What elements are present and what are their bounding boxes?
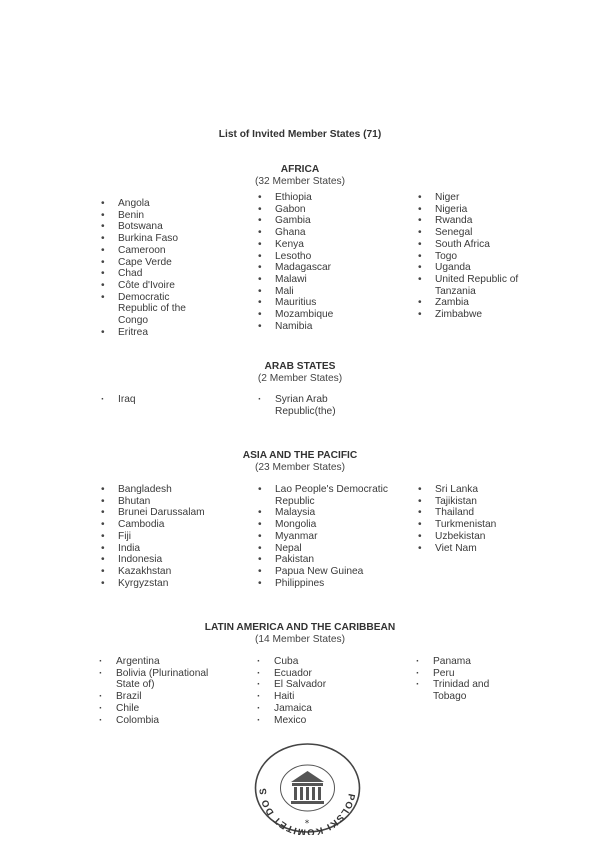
section-heading: ARAB STATES [264,361,336,372]
country-item: · Haiti [257,691,377,703]
country-item: • Togo [418,251,538,263]
country-item: • Kenya [258,239,388,251]
country-item: • Democratic Republic of the Congo [101,292,211,327]
section-heading: ASIA AND THE PACIFIC [242,450,358,461]
country-item: · Argentina [99,656,214,668]
country-list [418,192,538,321]
country-item: • Uzbekistan [418,531,538,543]
country-item: • Zimbabwe [418,309,538,321]
section-heading: LATIN AMERICA AND THE CARIBBEAN [204,622,396,633]
country-item: · Ecuador [257,668,377,680]
country-item: • Uganda [418,262,538,274]
country-item: • Cambodia [101,519,241,531]
country-list [257,656,377,726]
official-stamp [250,740,365,835]
country-item: • Kyrgyzstan [101,578,241,590]
country-list [101,484,241,589]
country-item: • Benin [101,210,211,222]
star-icon: * [304,819,310,829]
section-count: (23 Member States) [254,462,346,473]
country-list [99,656,214,726]
country-item: • Mongolia [258,519,388,531]
country-item: · Peru [416,668,496,680]
country-item: • Nepal [258,543,388,555]
section-africa [0,164,600,338]
country-item: • Sri Lanka [418,484,538,496]
country-item: • Bhutan [101,496,241,508]
country-item: • Mali [258,286,388,298]
country-item: • Mozambique [258,309,388,321]
column-1 [101,484,241,589]
country-item: • Turkmenistan [418,519,538,531]
country-item: • Indonesia [101,554,241,566]
country-item: • Ghana [258,227,388,239]
column-1 [101,394,211,406]
country-item: • India [101,543,241,555]
country-item: • Thailand [418,507,538,519]
country-item: • Papua New Guinea [258,566,388,578]
column-2 [258,484,388,589]
country-item: • United Republic of Tanzania [418,274,538,297]
country-item: • Angola [101,198,211,210]
country-list [101,394,211,406]
stamp-seal-icon [250,740,365,835]
country-item: • Lesotho [258,251,388,263]
country-item: • Fiji [101,531,241,543]
section-count: (32 Member States) [254,176,346,187]
country-item: • Lao People's Democratic Republic [258,484,388,507]
section-latin-america [0,622,600,726]
column-1 [101,198,211,338]
country-item: • Malaysia [258,507,388,519]
country-item: • Côte d'Ivoire [101,280,211,292]
column-2 [257,656,377,726]
country-item: • Pakistan [258,554,388,566]
country-item: • Niger [418,192,538,204]
column-3 [418,484,538,554]
section-asia-pacific [0,450,600,589]
country-item: • Chad [101,268,211,280]
country-item: • Zambia [418,297,538,309]
country-item: • Philippines [258,578,388,590]
country-item: · Bolivia (Plurinational State of) [99,668,214,691]
country-item: • Mauritius [258,297,388,309]
country-item: • South Africa [418,239,538,251]
section-arab-states [0,361,600,417]
country-item: · Mexico [257,715,377,727]
country-item: · Chile [99,703,214,715]
country-item: • Tajikistan [418,496,538,508]
section-count: (2 Member States) [257,373,343,384]
country-item: • Viet Nam [418,543,538,555]
country-item: • Burkina Faso [101,233,211,245]
country-item: • Nigeria [418,204,538,216]
country-item: • Madagascar [258,262,388,274]
country-item: • Cape Verde [101,257,211,269]
country-item: • Brunei Darussalam [101,507,241,519]
section-heading: AFRICA [280,164,320,175]
column-3 [416,656,496,703]
country-list [101,198,211,338]
country-list [258,484,388,589]
country-item: · El Salvador [257,679,377,691]
column-3 [418,192,538,321]
country-list [258,192,388,332]
country-list [258,394,353,417]
country-item: • Senegal [418,227,538,239]
country-item: • Botswana [101,221,211,233]
country-item: • Gabon [258,204,388,216]
unesco-temple-icon [291,771,324,804]
column-1 [99,656,214,726]
country-item: · Iraq [101,394,211,406]
country-item: · Syrian Arab Republic(the) [258,394,353,417]
country-item: • Cameroon [101,245,211,257]
country-item: • Gambia [258,215,388,227]
stamp-text: POLSKI KOMITET DO S [257,786,357,835]
country-item: · Cuba [257,656,377,668]
country-item: • Bangladesh [101,484,241,496]
country-item: • Kazakhstan [101,566,241,578]
country-item: • Ethiopia [258,192,388,204]
country-item: · Brazil [99,691,214,703]
country-item: • Rwanda [418,215,538,227]
country-item: · Jamaica [257,703,377,715]
country-item: · Colombia [99,715,214,727]
section-count: (14 Member States) [254,634,346,645]
country-list [416,656,496,703]
country-item: • Namibia [258,321,388,333]
country-item: • Malawi [258,274,388,286]
country-item: • Myanmar [258,531,388,543]
country-item: • Eritrea [101,327,211,339]
country-list [418,484,538,554]
country-item: · Trinidad and Tobago [416,679,496,702]
country-item: · Panama [416,656,496,668]
column-2 [258,192,388,332]
document-title: List of Invited Member States (71) [218,129,382,140]
column-2 [258,394,353,417]
